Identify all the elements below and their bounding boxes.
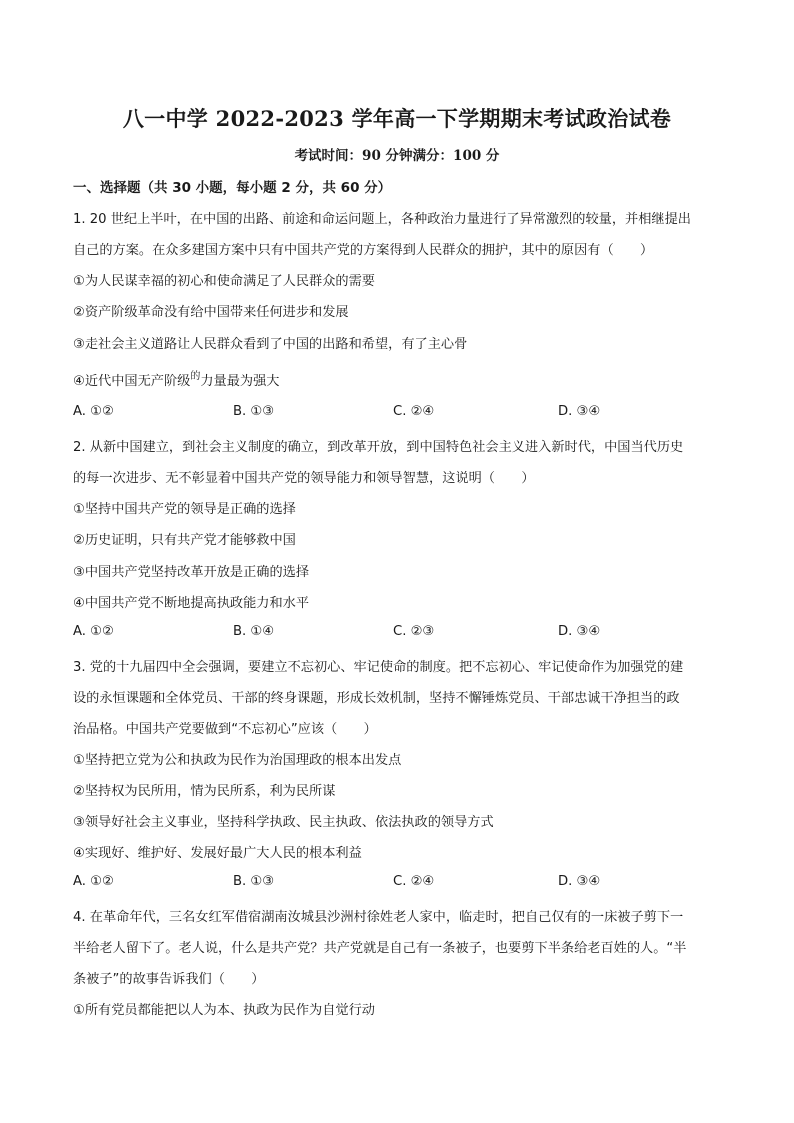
q2-item-2: ②历史证明，只有共产党才能够救中国 bbox=[73, 533, 296, 548]
q1-item-4-raised-char: 的 bbox=[190, 371, 201, 382]
q4-stem-line-1: 4. 在革命年代，三名女红军借宿湖南汝城县沙洲村徐姓老人家中，临走时，把自己仅有的一床被子剪下一 bbox=[73, 910, 684, 925]
q3-item-1: ①坚持把立党为公和执政为民作为治国理政的根本出发点 bbox=[73, 753, 402, 768]
q3-stem-line-2: 设的永恒课题和全体党员、干部的终身课题，形成长效机制，坚持不懈锤炼党员、干部忠诚干净担当的政 bbox=[73, 691, 680, 706]
q2-item-3: ③中国共产党坚持改革开放是正确的选择 bbox=[73, 565, 310, 580]
q3-item-2: ②坚持权为民所用，情为民所系，利为民所谋 bbox=[73, 784, 336, 799]
q3-option-a: A. ①② bbox=[73, 874, 114, 889]
q1-options bbox=[73, 404, 733, 422]
q1-item-3: ③走社会主义道路让人民群众看到了中国的出路和希望，有了主心骨 bbox=[73, 337, 468, 352]
q2-item-4: ④中国共产党不断地提高执政能力和水平 bbox=[73, 596, 310, 611]
q2-options bbox=[73, 624, 733, 642]
q1-item-4-part-b: 力量最为强大 bbox=[200, 374, 280, 389]
q2-option-d: D. ③④ bbox=[558, 624, 601, 639]
q3-item-4: ④实现好、维护好、发展好最广大人民的根本利益 bbox=[73, 846, 362, 861]
q3-option-c: C. ②④ bbox=[393, 874, 435, 889]
q1-option-c: C. ②④ bbox=[393, 404, 435, 419]
q3-option-b: B. ①③ bbox=[233, 874, 275, 889]
q1-item-1: ①为人民谋幸福的初心和使命满足了人民群众的需要 bbox=[73, 274, 375, 289]
q1-option-a: A. ①② bbox=[73, 404, 114, 419]
exam-title: 八一中学 2022-2023 学年高一下学期期末考试政治试卷 bbox=[122, 106, 672, 131]
q1-option-b: B. ①③ bbox=[233, 404, 275, 419]
q1-option-d: D. ③④ bbox=[558, 404, 601, 419]
q3-stem-line-3: 治品格。中国共产党要做到“不忘初心”应该（ ） bbox=[73, 722, 377, 737]
q2-stem-line-1: 2. 从新中国建立，到社会主义制度的确立，到改革开放，到中国特色社会主义进入新时代，中国当代历史 bbox=[73, 440, 684, 455]
section-heading: 一、选择题（共 30 小题，每小题 2 分，共 60 分） bbox=[73, 180, 392, 196]
q2-stem-line-2: 的每一次进步、无不彰显着中国共产党的领导能力和领导智慧，这说明（ ） bbox=[73, 471, 535, 486]
q4-item-1: ①所有党员都能把以人为本、执政为民作为自觉行动 bbox=[73, 1003, 375, 1018]
q3-options bbox=[73, 874, 733, 892]
q3-option-d: D. ③④ bbox=[558, 874, 601, 889]
exam-subtitle: 考试时间：90 分钟满分：100 分 bbox=[294, 148, 500, 164]
q3-stem-line-1: 3. 党的十九届四中全会强调，要建立不忘初心、牢记使命的制度。把不忘初心、牢记使命作为加强党的建 bbox=[73, 660, 684, 675]
q4-stem-line-3: 条被子”的故事告诉我们（ ） bbox=[73, 972, 265, 987]
q4-stem-line-2: 半给老人留下了。老人说，什么是共产党？共产党就是自己有一条被子，也要剪下半条给老百姓的人。“半 bbox=[73, 941, 687, 956]
q1-item-4 bbox=[73, 370, 733, 389]
q2-option-a: A. ①② bbox=[73, 624, 114, 639]
q2-item-1: ①坚持中国共产党的领导是正确的选择 bbox=[73, 502, 296, 517]
q1-stem-line-1: 1. 20 世纪上半叶，在中国的出路、前途和命运问题上，各种政治力量进行了异常激烈的较量，并相继提出 bbox=[73, 212, 691, 227]
q1-item-2: ②资产阶级革命没有给中国带来任何进步和发展 bbox=[73, 305, 349, 320]
q2-option-c: C. ②③ bbox=[393, 624, 435, 639]
q3-item-3: ③领导好社会主义事业，坚持科学执政、民主执政、依法执政的领导方式 bbox=[73, 815, 494, 830]
q1-stem-line-2: 自己的方案。在众多建国方案中只有中国共产党的方案得到人民群众的拥护，其中的原因有（ ） bbox=[73, 243, 654, 258]
q1-item-4-part-a: ④近代中国无产阶级 bbox=[73, 374, 191, 389]
q2-option-b: B. ①④ bbox=[233, 624, 275, 639]
